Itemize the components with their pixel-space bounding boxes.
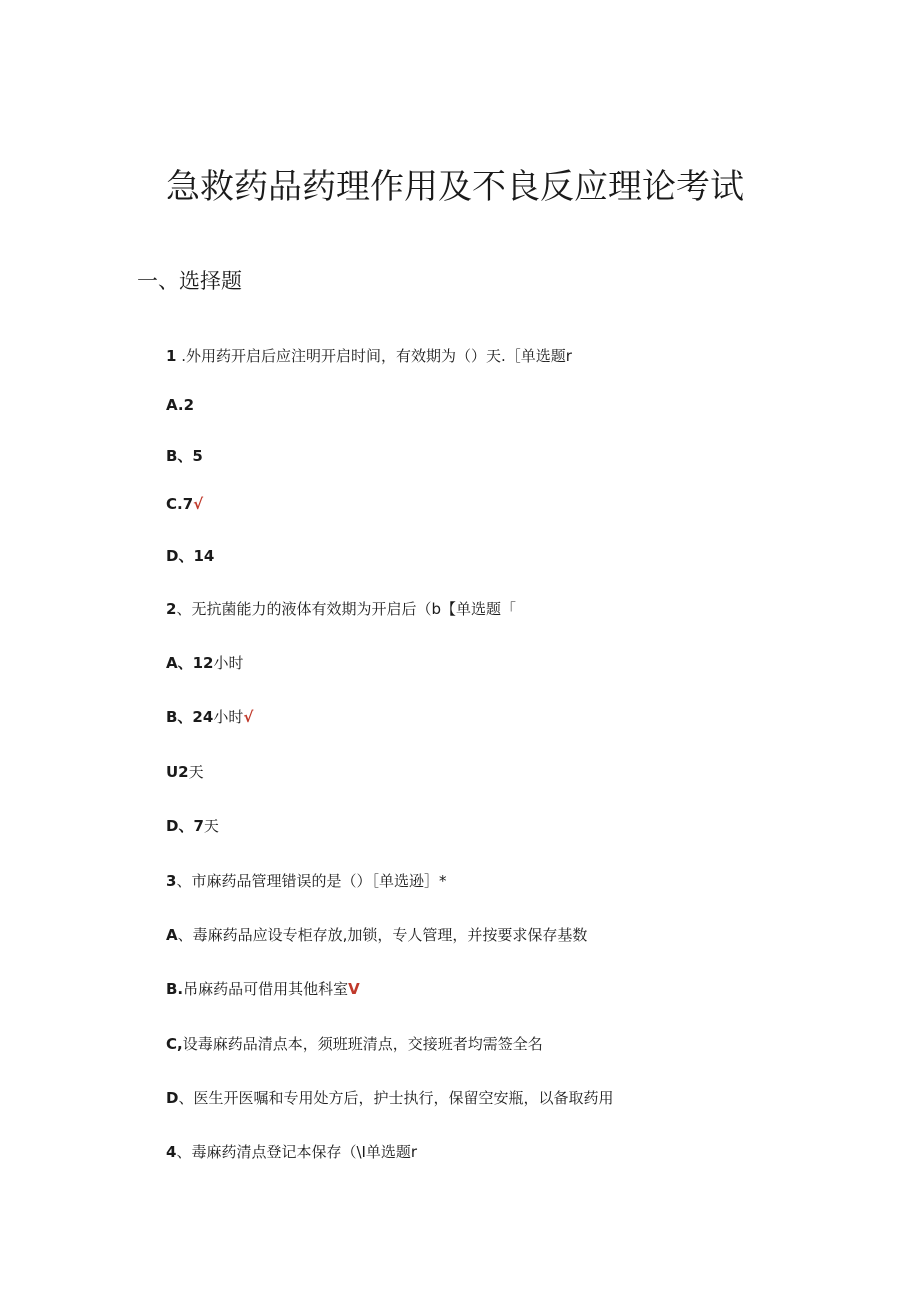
question-3-option-a: A、毒麻药品应设专柜存放,加锁，专人管理，并按要求保存基数 (166, 926, 588, 944)
question-3-option-d: D、医生开医嘱和专用处方后，护士执行，保留空安瓶，以备取药用 (166, 1089, 614, 1107)
question-3-option-b: B.吊麻药品可借用其他科室V (166, 980, 360, 998)
correct-answer-mark: √ (193, 495, 204, 513)
question-1-option-c: C.7√ (166, 495, 204, 513)
correct-answer-mark: V (348, 980, 360, 998)
question-2-option-c: U2天 (166, 763, 204, 781)
question-1-option-d: D、14 (166, 547, 215, 565)
question-2-option-b: B、24小时√ (166, 708, 254, 726)
question-2-option-d: D、7天 (166, 817, 219, 835)
question-2-stem: 2、无抗菌能力的液体有效期为开启后（b【单选题「 (166, 600, 516, 618)
question-1-option-b: B、5 (166, 447, 203, 465)
question-3-option-c: C,设毒麻药品清点本，须班班清点，交接班者均需签全名 (166, 1035, 543, 1053)
section-heading: 一、选择题 (137, 269, 242, 293)
question-2-option-a: A、12小时 (166, 654, 244, 672)
question-1-option-a: A.2 (166, 396, 195, 414)
question-1-stem: 1 .外用药开启后应注明开启时间，有效期为（）天.［单选题r (166, 347, 572, 365)
question-4-stem: 4、毒麻药清点登记本保存（\I单选题r (166, 1143, 418, 1161)
question-3-stem: 3、市麻药品管理错误的是（）［单选逊］* (166, 872, 447, 890)
document-title: 急救药品药理作用及不良反应理论考试 (166, 167, 744, 207)
correct-answer-mark: √ (243, 708, 254, 726)
